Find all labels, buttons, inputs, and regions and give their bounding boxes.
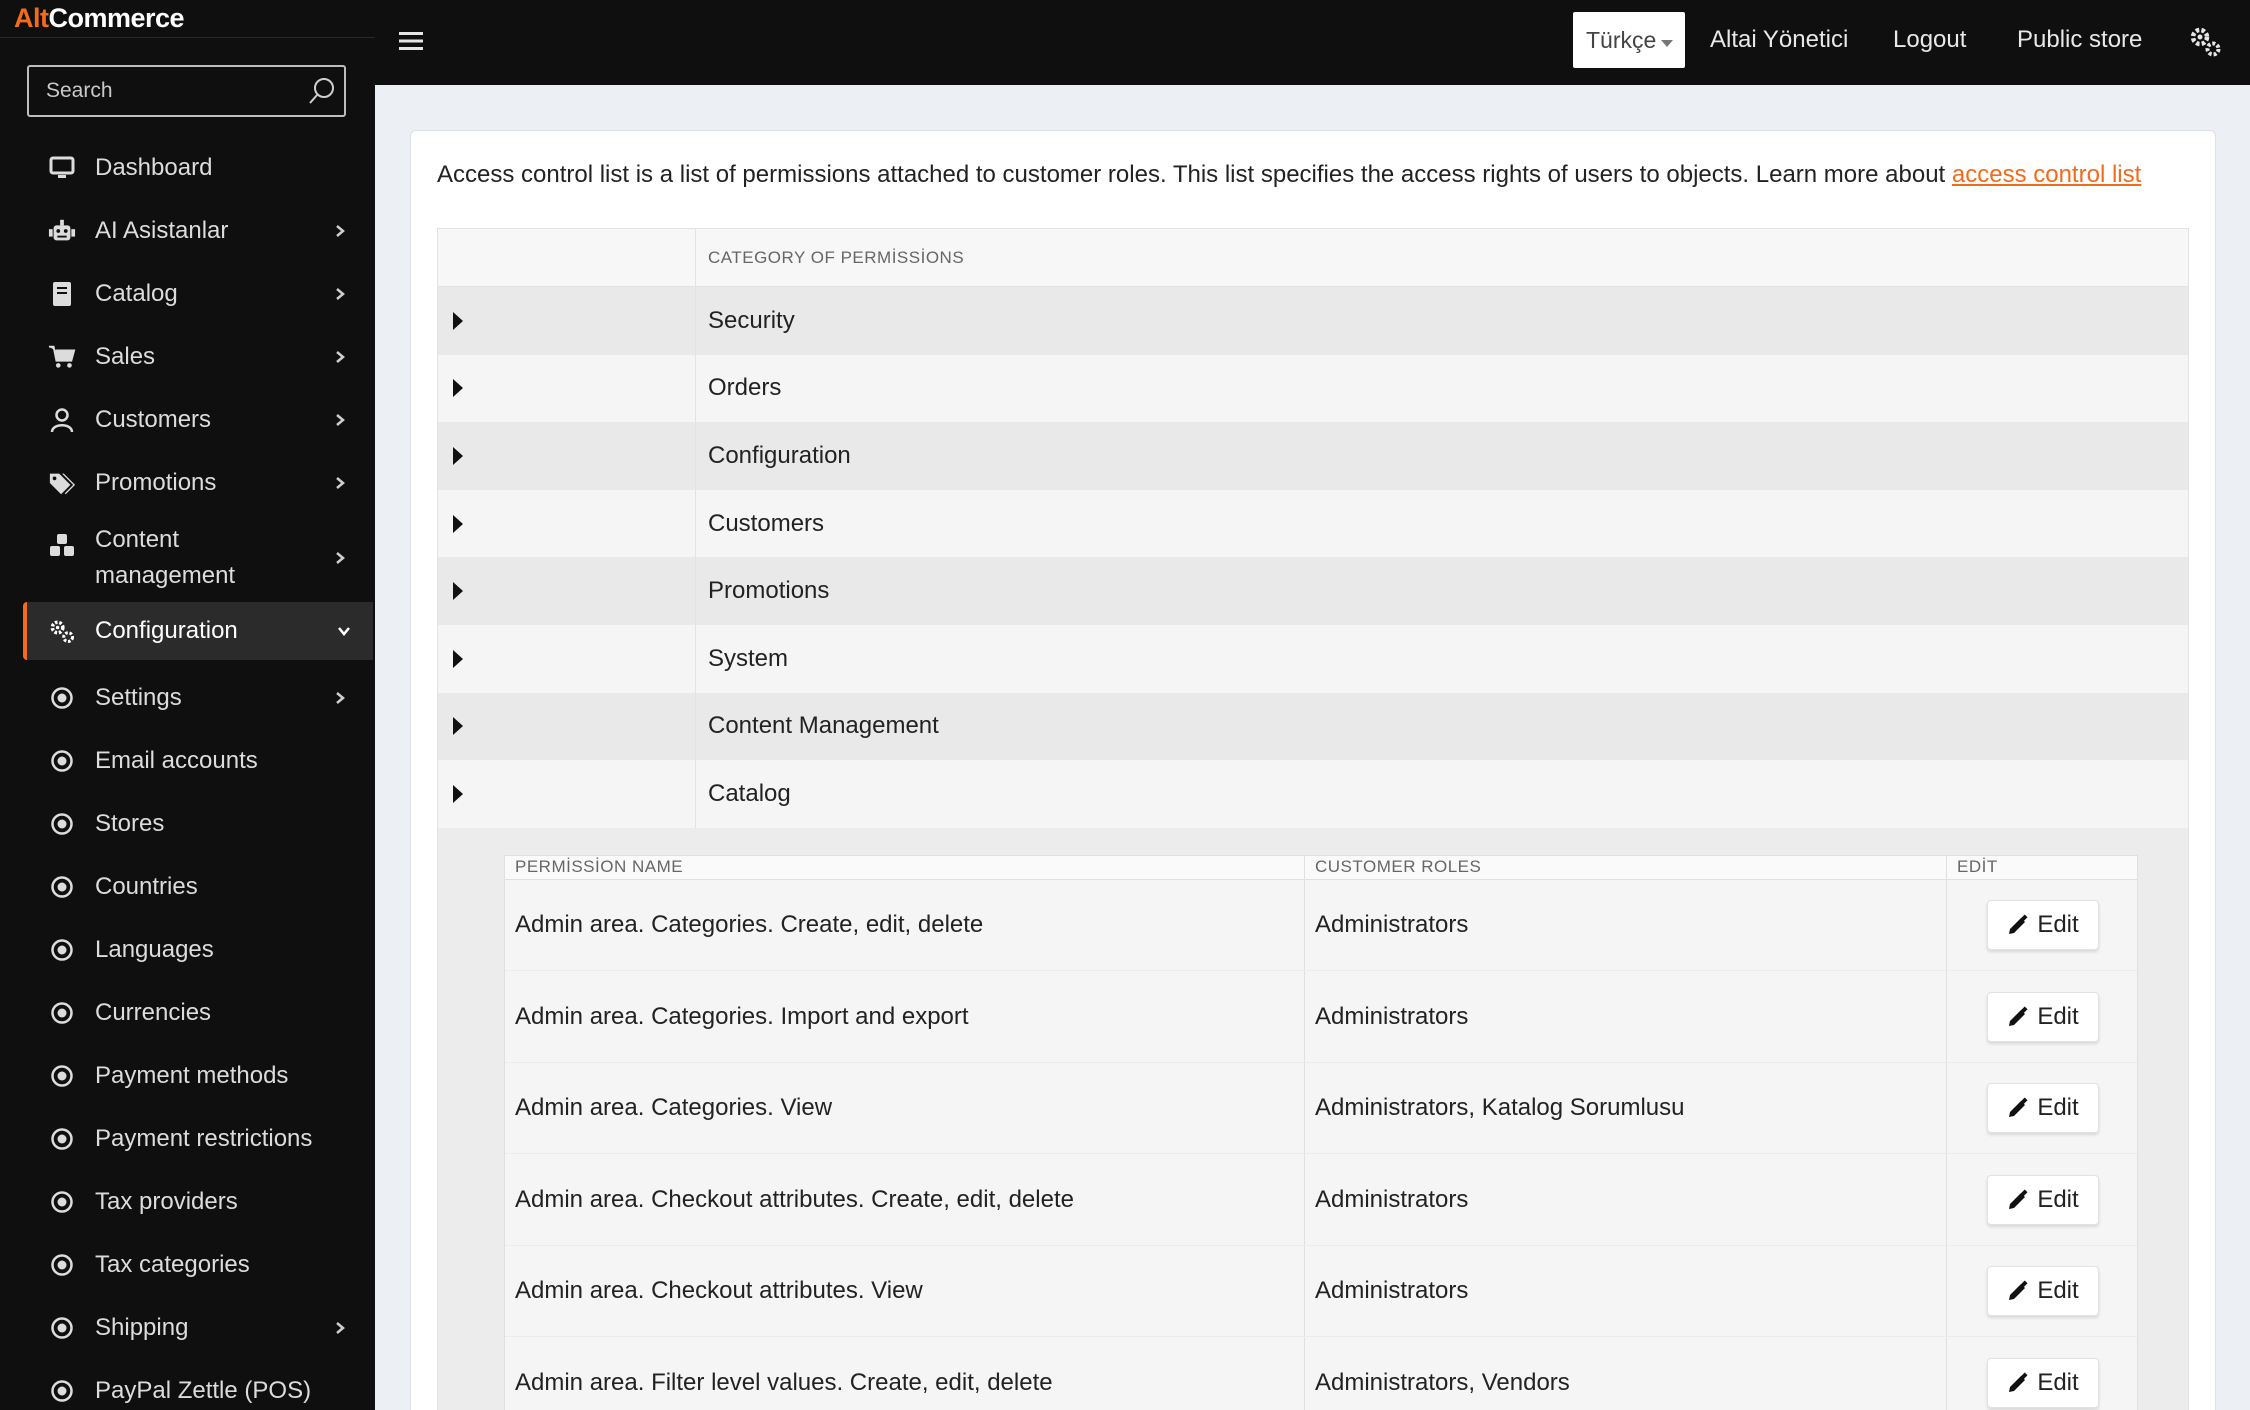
edit-button[interactable] — [1987, 992, 2099, 1042]
sidebar-item-label: Dashboard — [95, 153, 213, 181]
caret-down-icon — [1661, 40, 1673, 47]
permission-name: Admin area. Categories. Create, edit, delete — [505, 880, 1305, 971]
category-row-security[interactable] — [438, 287, 2188, 355]
edit-header: EDİT — [1957, 857, 1998, 877]
chevron-right-icon — [333, 350, 347, 364]
search-icon[interactable] — [300, 69, 344, 113]
table-row — [505, 1246, 2137, 1338]
sidebar-item-label: Content management — [95, 526, 236, 589]
category-row-customers[interactable] — [438, 490, 2188, 558]
sidebar-item-promotions[interactable] — [0, 451, 375, 514]
category-row-promotions[interactable] — [438, 557, 2188, 625]
table-row — [505, 1154, 2137, 1246]
chevron-right-icon — [333, 551, 347, 565]
user-icon — [48, 406, 76, 434]
sidebar-item-email-accounts[interactable] — [0, 729, 375, 792]
edit-button-label: Edit — [2037, 1185, 2079, 1213]
language-select[interactable] — [1573, 12, 1685, 68]
circle-dot-icon — [48, 1314, 76, 1342]
pencil-icon — [2007, 1280, 2029, 1302]
permissions-table-header — [505, 856, 2137, 880]
cubes-icon — [48, 532, 76, 560]
category-row-system[interactable] — [438, 625, 2188, 693]
table-row — [505, 1337, 2137, 1410]
intro-text — [437, 161, 2141, 189]
expand-caret-icon[interactable] — [453, 785, 463, 803]
circle-dot-icon — [48, 936, 76, 964]
permission-name: Admin area. Checkout attributes. Create, edit, delete — [505, 1154, 1305, 1245]
permission-name: Admin area. Categories. View — [505, 1063, 1305, 1154]
language-select-value: Türkçe — [1586, 26, 1657, 53]
expand-caret-icon[interactable] — [453, 447, 463, 465]
gears-icon — [48, 617, 76, 645]
edit-button-label: Edit — [2037, 1277, 2079, 1304]
expand-caret-icon[interactable] — [453, 582, 463, 600]
sidebar-item-customers[interactable] — [0, 388, 375, 451]
edit-button[interactable] — [1987, 1358, 2099, 1408]
sidebar-item-label: Tax categories — [95, 1250, 250, 1278]
gears-icon[interactable] — [2187, 24, 2223, 60]
top-bar — [375, 0, 2250, 85]
brand-logo-part2: Commerce — [48, 3, 185, 33]
book-icon — [48, 280, 76, 308]
pencil-icon — [2007, 1189, 2029, 1211]
pencil-icon — [2007, 1372, 2029, 1394]
edit-button-label: Edit — [2037, 1368, 2079, 1396]
chevron-right-icon — [333, 287, 347, 301]
permission-name: Admin area. Checkout attributes. View — [505, 1246, 1305, 1337]
acl-card — [410, 130, 2216, 1410]
expand-caret-icon[interactable] — [453, 312, 463, 330]
customer-roles: Administrators — [1305, 1246, 1947, 1337]
cart-icon — [48, 343, 76, 371]
edit-button[interactable] — [1987, 1175, 2099, 1225]
category-label: Promotions — [708, 577, 830, 605]
sidebar-item-label: Sales — [95, 342, 156, 370]
category-label: System — [708, 644, 789, 672]
table-header — [438, 229, 2188, 287]
sidebar-item-label: Payment methods — [95, 1061, 289, 1089]
sidebar — [0, 0, 375, 1410]
permission-name: Admin area. Categories. Import and export — [505, 971, 1305, 1062]
chevron-right-icon — [333, 413, 347, 427]
search-input[interactable] — [27, 65, 346, 117]
sidebar-item-label: Settings — [95, 683, 182, 711]
edit-button-label: Edit — [2037, 1002, 2079, 1030]
permission-name: Admin area. Filter level values. Create, edit, delete — [505, 1337, 1305, 1410]
catalog-permissions-detail — [438, 828, 2188, 1410]
category-header: CATEGORY OF PERMİSSİONS — [708, 247, 965, 267]
customer-roles: Administrators, Vendors — [1305, 1337, 1947, 1410]
pencil-icon — [2007, 1097, 2029, 1119]
sidebar-item-label: Email accounts — [95, 746, 258, 774]
customer-roles: Administrators — [1305, 971, 1947, 1062]
chevron-right-icon — [333, 476, 347, 490]
expand-cell — [438, 625, 696, 693]
sidebar-item-payment-restrictions[interactable] — [0, 1107, 375, 1170]
category-label: Catalog — [708, 779, 791, 807]
expand-caret-icon[interactable] — [453, 717, 463, 735]
expand-cell — [438, 760, 696, 828]
edit-cell — [1947, 1337, 2137, 1410]
sidebar-item-content-management[interactable] — [0, 514, 375, 602]
logout-link[interactable]: Logout — [1893, 26, 1967, 53]
category-row-orders[interactable] — [438, 355, 2188, 423]
expand-cell — [438, 557, 696, 625]
category-row-catalog[interactable] — [438, 760, 2188, 828]
table-row — [505, 880, 2137, 972]
header-blank-cell — [438, 229, 696, 286]
sidebar-item-currencies[interactable] — [0, 981, 375, 1044]
edit-button[interactable] — [1987, 1266, 2099, 1316]
category-row-content-management[interactable] — [438, 693, 2188, 761]
pencil-icon — [2007, 1006, 2029, 1028]
sidebar-item-label: Currencies — [95, 998, 212, 1026]
category-label: Customers — [708, 509, 825, 537]
brand-logo-part1: Alt — [14, 3, 49, 33]
sidebar-nav — [0, 136, 375, 1410]
expand-caret-icon[interactable] — [453, 379, 463, 397]
customer-roles-header: CUSTOMER ROLES — [1305, 856, 1947, 879]
chevron-right-icon — [333, 224, 347, 238]
expand-cell — [438, 287, 696, 355]
customer-roles: Administrators — [1305, 880, 1947, 971]
expand-cell — [438, 355, 696, 423]
sidebar-item-label: Languages — [95, 935, 214, 963]
sidebar-item-stores[interactable] — [0, 792, 375, 855]
expand-cell — [438, 490, 696, 558]
edit-cell — [1947, 1154, 2137, 1245]
circle-dot-icon — [48, 873, 76, 901]
robot-icon — [48, 217, 76, 245]
search-placeholder: Search — [46, 79, 113, 102]
expand-caret-icon[interactable] — [453, 515, 463, 533]
table-row — [505, 971, 2137, 1063]
chevron-right-icon — [333, 691, 347, 705]
acl-learn-more-link[interactable]: access control list — [1951, 161, 2142, 188]
sidebar-item-dashboard[interactable] — [0, 136, 375, 199]
hamburger-menu-icon[interactable] — [399, 30, 423, 52]
sidebar-item-label: Shipping — [95, 1313, 189, 1341]
sidebar-item-configuration[interactable] — [23, 602, 373, 660]
chevron-down-icon — [337, 624, 351, 638]
circle-dot-icon — [48, 999, 76, 1027]
circle-dot-icon — [48, 1251, 76, 1279]
pencil-icon — [2007, 914, 2029, 936]
sidebar-item-payment-methods[interactable] — [0, 1044, 375, 1107]
permissions-table — [504, 855, 2138, 1410]
category-label: Content Management — [708, 712, 939, 740]
category-label: Orders — [708, 374, 782, 402]
sidebar-item-sales[interactable] — [0, 325, 375, 388]
table-row — [505, 1063, 2137, 1155]
sidebar-item-catalog[interactable] — [0, 262, 375, 325]
sidebar-item-label: Tax providers — [95, 1187, 238, 1215]
monitor-icon — [48, 154, 76, 182]
sidebar-item-shipping[interactable] — [0, 1296, 375, 1359]
edit-cell — [1947, 1246, 2137, 1337]
public-store-link[interactable]: Public store — [2017, 26, 2143, 53]
edit-button[interactable] — [1987, 900, 2099, 950]
sidebar-item-ai-asistanlar[interactable] — [0, 199, 375, 262]
edit-cell — [1947, 971, 2137, 1062]
chevron-right-icon — [333, 1321, 347, 1335]
edit-button-label: Edit — [2037, 1094, 2079, 1121]
edit-button-label: Edit — [2037, 911, 2079, 938]
sidebar-item-label: Payment restrictions — [95, 1124, 313, 1152]
sidebar-item-label: Countries — [95, 872, 198, 900]
edit-cell — [1947, 880, 2137, 971]
user-name-link[interactable]: Altai Yönetici — [1710, 26, 1849, 53]
circle-dot-icon — [48, 1125, 76, 1153]
sidebar-item-tax-providers[interactable] — [0, 1170, 375, 1233]
sidebar-item-label: Configuration — [95, 617, 238, 644]
circle-dot-icon — [48, 810, 76, 838]
expand-cell — [438, 693, 696, 761]
logo-row — [0, 0, 375, 38]
edit-cell — [1947, 1063, 2137, 1154]
sidebar-item-languages[interactable] — [0, 918, 375, 981]
permission-category-table — [437, 228, 2189, 1410]
tags-icon — [48, 469, 76, 497]
expand-cell — [438, 422, 696, 490]
customer-roles: Administrators — [1305, 1154, 1947, 1245]
sidebar-item-label: Catalog — [95, 279, 178, 307]
circle-dot-icon — [48, 684, 76, 712]
sidebar-item-label: Stores — [95, 809, 165, 837]
circle-dot-icon — [48, 1188, 76, 1216]
expand-caret-icon[interactable] — [453, 650, 463, 668]
sidebar-item-label: AI Asistanlar — [95, 216, 229, 244]
sidebar-item-label: Customers — [95, 405, 212, 433]
sidebar-item-label: Promotions — [95, 468, 217, 496]
circle-dot-icon — [48, 1377, 76, 1405]
edit-button[interactable] — [1987, 1083, 2099, 1133]
category-row-configuration[interactable] — [438, 422, 2188, 490]
sidebar-item-paypal-zettle[interactable] — [0, 1359, 375, 1410]
sidebar-item-countries[interactable] — [0, 855, 375, 918]
sidebar-item-label: PayPal Zettle (POS) — [95, 1376, 312, 1404]
brand-logo[interactable] — [14, 3, 184, 34]
intro-text-body: Access control list is a list of permissions attached to customer roles. This list specifies the access rights of users to objects. Learn more about — [437, 161, 1952, 188]
sidebar-item-settings[interactable] — [0, 666, 375, 729]
sidebar-item-tax-categories[interactable] — [0, 1233, 375, 1296]
customer-roles: Administrators, Katalog Sorumlusu — [1305, 1063, 1947, 1154]
circle-dot-icon — [48, 1062, 76, 1090]
circle-dot-icon — [48, 747, 76, 775]
permission-name-header: PERMİSSİON NAME — [505, 856, 1305, 879]
category-label: Configuration — [708, 441, 851, 469]
category-label: Security — [708, 306, 795, 334]
